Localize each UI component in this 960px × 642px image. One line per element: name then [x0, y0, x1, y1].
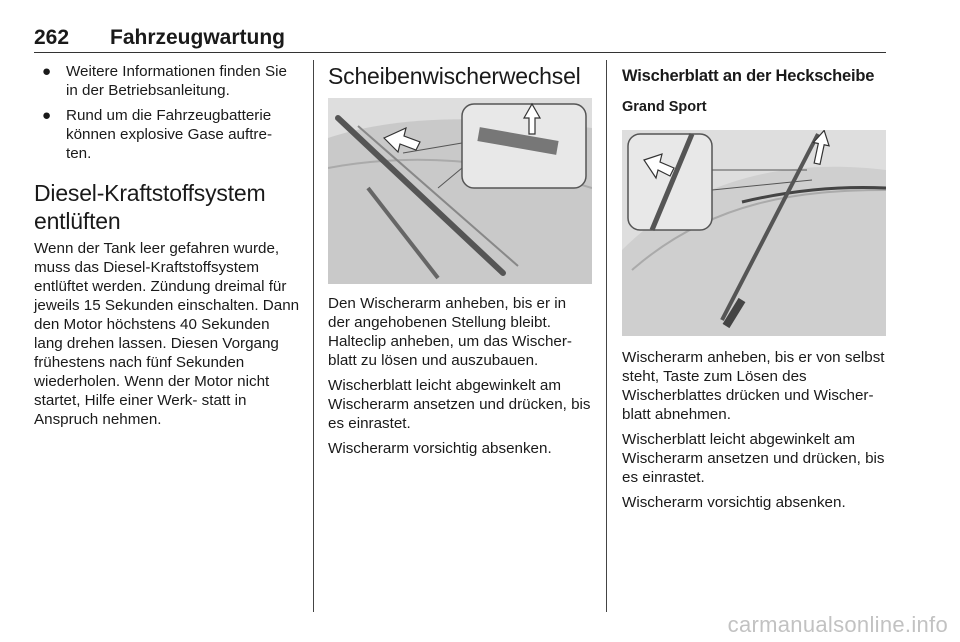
subtitle-grand-sport: Grand Sport: [622, 99, 707, 115]
rear-wiper-paragraph: Wischerblatt leicht abgewinkelt am Wischerarm ansetzen und drücken, bis es einrastet.: [622, 431, 885, 486]
wiper-paragraph: Den Wischerarm anheben, bis er in der angehobenen Stellung bleibt. Halteclip anheben, um das Wischer‑ blatt zu lösen und auszubauen.: [328, 295, 572, 369]
section-title-diesel: Diesel-Kraftstoffsystem entlüften: [34, 180, 266, 234]
bullet-text: Weitere Informationen finden Sie in der Betriebsanleitung.: [66, 63, 287, 99]
column-divider-1: [313, 60, 314, 612]
watermark: carmanualsonline.info: [727, 612, 948, 637]
chapter-title: Fahrzeugwartung: [110, 26, 286, 49]
column-2: [328, 62, 592, 458]
diesel-body: Wenn der Tank leer gefahren wurde, muss das Diesel-Kraftstoffsystem entlüftet werden. Zündung dreimal für jeweils 15 Sekunden einschalten. Dann den Motor höchstens 40 Sekunden lang drehen lassen. Diesen Vorgang frühestens nach fünf Sekunden wiederholen. Wenn der Motor nicht startet, Hilfe einer Werk‑ statt in Anspruch nehmen.: [34, 240, 300, 428]
section-title-rear-wiper: Wischerblatt an der Heckscheibe: [622, 67, 875, 85]
page-number: 262: [34, 26, 70, 49]
bullet-list: [34, 62, 300, 163]
bullet-text: Rund um die Fahrzeugbatterie können explosive Gase auftre‑ ten.: [66, 107, 272, 162]
wiper-paragraph: Wischerblatt leicht abgewinkelt am Wischerarm ansetzen und drücken, bis es einrastet.: [328, 377, 591, 432]
column-1: [34, 62, 300, 429]
bullet-item: [34, 62, 300, 100]
bullet-icon: ●: [42, 63, 52, 80]
column-divider-2: [606, 60, 607, 612]
column-3: [622, 62, 890, 512]
rear-wiper-illustration: [622, 130, 886, 336]
section-title-wiper: Scheibenwischerwechsel: [328, 63, 581, 89]
wiper-paragraph: Wischerarm vorsichtig absenken.: [328, 440, 552, 457]
rear-wiper-paragraph: Wischerarm vorsichtig absenken.: [622, 494, 846, 511]
wiper-illustration: [328, 98, 592, 284]
bullet-item: [34, 106, 300, 163]
header-rule: [34, 52, 886, 53]
bullet-icon: ●: [42, 107, 52, 124]
rear-wiper-paragraph: Wischerarm anheben, bis er von selbst steht, Taste zum Lösen des Wischerblattes drücken und Wischer‑ blatt abnehmen.: [622, 349, 885, 423]
